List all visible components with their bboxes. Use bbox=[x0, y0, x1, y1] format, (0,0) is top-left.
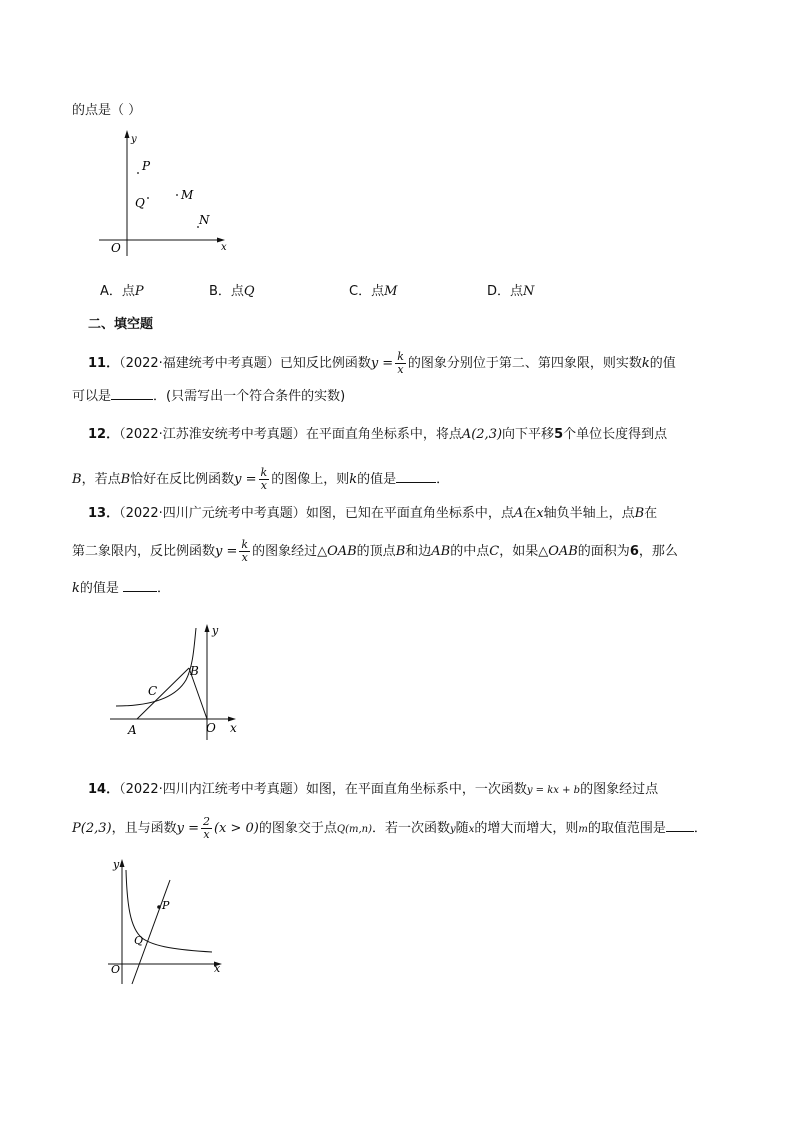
q12-line2: B，若点B恰好在反比例函数y = $\frac{k}{x}$ 的图像上，则k的值是 ． bbox=[72, 466, 450, 492]
q13-label-c: C bbox=[148, 684, 158, 698]
q14-x-label: x bbox=[214, 962, 221, 975]
q10-tail: 的点是（ ） bbox=[72, 103, 142, 118]
q10-point-q bbox=[147, 197, 149, 199]
q10-point-p bbox=[137, 172, 139, 174]
q12-answer-blank[interactable] bbox=[396, 482, 436, 483]
q10-figure bbox=[95, 128, 235, 258]
q13-figure bbox=[108, 622, 248, 742]
q13-y-label: y bbox=[212, 624, 219, 637]
q14-line2: P(2,3)，且与函数y = $\frac{2}{x}$ (x > 0)的图象交于点Q(m,n)．若一次函数y随x的增大而增大，则m的取值范围是 ． bbox=[72, 815, 707, 841]
q13-line2: 第二象限内，反比例函数y = $\frac{k}{x}$ 的图象经过△OAB的顶点B和边AB的中点C，如果△OAB的面积为6，那么 bbox=[72, 538, 678, 564]
q13-origin-label: O bbox=[206, 721, 216, 735]
q11-line2: 可以是 ．(只需写出一个符合条件的实数) bbox=[72, 389, 346, 404]
option-c: C．点M bbox=[349, 284, 398, 299]
q11-answer-blank[interactable] bbox=[111, 399, 153, 400]
q12-line1: 12．（2022·江苏淮安统考中考真题）在平面直角坐标系中，将点A(2,3)向下平移5个单位长度得到点 bbox=[88, 427, 668, 442]
q14-label-q: Q bbox=[134, 934, 144, 947]
option-d: D．点N bbox=[487, 284, 535, 299]
q11-line1: 11．（2022·福建统考中考真题）已知反比例函数y = $\frac{k}{x}$ 的图象分别位于第二、第四象限，则实数k的值 bbox=[88, 350, 676, 376]
q14-line1: 14．（2022·四川内江统考中考真题）如图，在平面直角坐标系中，一次函数y = kx + b的图象经过点 bbox=[88, 782, 659, 797]
q10-y-label: y bbox=[131, 134, 137, 145]
section-heading: 二、填空题 bbox=[88, 317, 154, 332]
q14-point-p bbox=[157, 905, 161, 909]
q13-x-label: x bbox=[230, 721, 237, 735]
q14-label-p: P bbox=[162, 899, 170, 912]
q14-figure bbox=[104, 856, 234, 988]
q14-origin-label: O bbox=[111, 963, 121, 976]
q13-label-a: A bbox=[128, 723, 137, 737]
q13-line3: k的值是 ． bbox=[72, 581, 171, 596]
q10-label-q: Q bbox=[135, 196, 145, 210]
q14-y-label: y bbox=[113, 858, 120, 871]
q10-label-n: N bbox=[199, 213, 210, 227]
q14-answer-blank[interactable] bbox=[666, 831, 694, 832]
option-a: A．点P bbox=[100, 284, 144, 299]
q13-answer-blank[interactable] bbox=[123, 591, 157, 592]
option-b: B．点Q bbox=[209, 284, 255, 299]
q10-point-m bbox=[176, 194, 178, 196]
q10-origin-label: O bbox=[111, 241, 121, 255]
q10-x-label: x bbox=[221, 242, 227, 253]
q10-label-p: P bbox=[142, 159, 151, 173]
q13-line1: 13．（2022·四川广元统考中考真题）如图，已知在平面直角坐标系中，点A在x轴负半轴上，点B在 bbox=[88, 506, 658, 521]
q10-label-m: M bbox=[181, 188, 194, 202]
q13-label-b: B bbox=[190, 664, 199, 678]
